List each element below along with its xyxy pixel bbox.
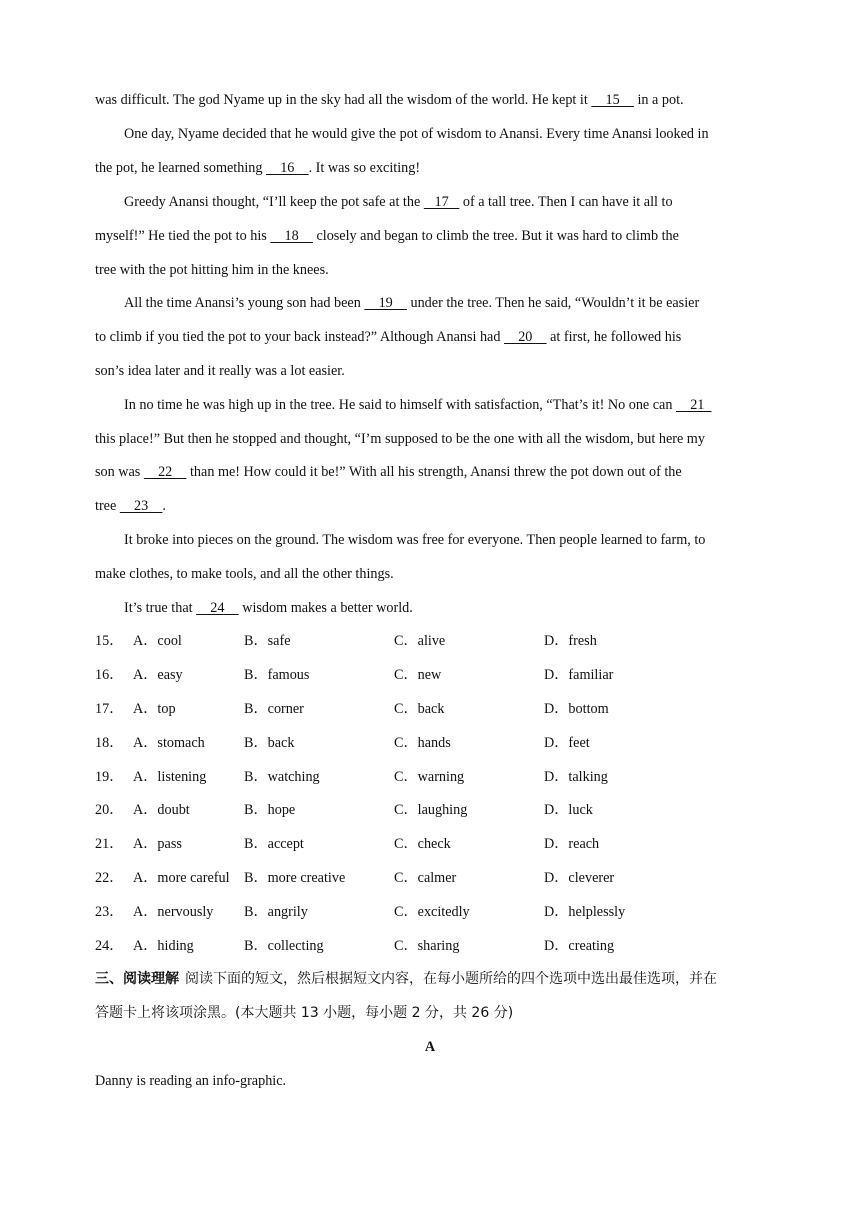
text: It broke into pieces on the ground. The wisdom was free for everyone. Then people learned to farm, to xyxy=(124,532,706,548)
text: tree with the pot hitting him in the knees. xyxy=(95,262,329,278)
text: wisdom makes a better world. xyxy=(238,600,413,616)
option-c[interactable]: C．new xyxy=(394,667,442,683)
option-a[interactable]: A．doubt xyxy=(133,802,190,818)
option-c[interactable]: C．warning xyxy=(394,769,465,785)
option-d[interactable]: D．creating xyxy=(544,938,615,954)
question-16-options xyxy=(95,666,775,684)
option-d[interactable]: D．feet xyxy=(544,735,590,751)
option-b[interactable]: B．hope xyxy=(244,802,296,818)
option-d[interactable]: D．helplessly xyxy=(544,904,626,920)
option-d[interactable]: D．familiar xyxy=(544,667,614,683)
question-number: 22． xyxy=(95,870,124,886)
option-a[interactable]: A．nervously xyxy=(133,904,214,920)
section-3-instruction-line-2 xyxy=(95,1004,775,1022)
option-a[interactable]: A．top xyxy=(133,701,176,717)
option-b[interactable]: B．safe xyxy=(244,633,291,649)
passage-line-3 xyxy=(95,159,775,177)
blank-17: 17 xyxy=(423,194,460,210)
text: under the tree. Then he said, “Wouldn’t it be easier xyxy=(406,295,700,311)
option-c[interactable]: C．check xyxy=(394,836,451,852)
option-b[interactable]: B．famous xyxy=(244,667,310,683)
option-d[interactable]: D．fresh xyxy=(544,633,597,649)
blank-18: 18 xyxy=(270,228,313,244)
passage-line-8 xyxy=(95,328,775,346)
option-b[interactable]: B．more creative xyxy=(244,870,346,886)
blank-15: 15 xyxy=(591,92,634,108)
question-number: 18． xyxy=(95,735,124,751)
option-c[interactable]: C．alive xyxy=(394,633,446,649)
option-a[interactable]: A．pass xyxy=(133,836,182,852)
question-20-options xyxy=(95,801,775,819)
option-a[interactable]: A．hiding xyxy=(133,938,194,954)
text: this place!” But then he stopped and thought, “I’m supposed to be the one with all the wisdom, but here my xyxy=(95,431,705,447)
question-22-options xyxy=(95,869,775,887)
question-number: 21． xyxy=(95,836,124,852)
blank-24: 24 xyxy=(196,600,239,616)
passage-line-7 xyxy=(124,294,804,312)
option-b[interactable]: B．collecting xyxy=(244,938,324,954)
section-3-heading-line xyxy=(95,970,775,988)
question-number: 23． xyxy=(95,904,124,920)
passage-line-6 xyxy=(95,261,775,279)
option-a[interactable]: A．cool xyxy=(133,633,182,649)
blank-21: 21 xyxy=(676,397,712,413)
option-c[interactable]: C．back xyxy=(394,701,445,717)
option-c[interactable]: C．laughing xyxy=(394,802,468,818)
text: Danny is reading an info-graphic. xyxy=(95,1073,287,1089)
passage-line-4 xyxy=(124,193,804,211)
passage-line-12 xyxy=(95,463,775,481)
question-17-options xyxy=(95,700,775,718)
option-b[interactable]: B．angrily xyxy=(244,904,308,920)
question-number: 15． xyxy=(95,633,124,649)
option-d[interactable]: D．bottom xyxy=(544,701,609,717)
question-21-options xyxy=(95,835,775,853)
text: Greedy Anansi thought, “I’ll keep the pot safe at the xyxy=(124,194,424,210)
option-b[interactable]: B．accept xyxy=(244,836,304,852)
text: myself!” He tied the pot to his xyxy=(95,228,271,244)
text: tree xyxy=(95,498,120,514)
text: It’s true that xyxy=(124,600,197,616)
passage-line-14 xyxy=(124,531,804,549)
passage-line-16 xyxy=(124,599,804,617)
option-d[interactable]: D．reach xyxy=(544,836,600,852)
passage-a-intro xyxy=(95,1072,775,1090)
option-b[interactable]: B．corner xyxy=(244,701,304,717)
question-19-options xyxy=(95,768,775,786)
text: son’s idea later and it really was a lot easier. xyxy=(95,363,345,379)
question-24-options xyxy=(95,937,775,955)
passage-line-1 xyxy=(95,91,775,109)
option-b[interactable]: B．watching xyxy=(244,769,320,785)
section-instruction: 阅读下面的短文，然后根据短文内容，在每小题所给的四个选项中选出最佳选项，并在 xyxy=(185,971,717,987)
option-c[interactable]: C．sharing xyxy=(394,938,460,954)
blank-19: 19 xyxy=(364,295,407,311)
question-number: 17． xyxy=(95,701,124,717)
option-c[interactable]: C．hands xyxy=(394,735,451,751)
blank-20: 20 xyxy=(504,329,547,345)
question-number: 16． xyxy=(95,667,124,683)
text: closely and began to climb the tree. But it was hard to climb the xyxy=(312,228,679,244)
passage-line-5 xyxy=(95,227,775,245)
text: 答题卡上将该项涂黑。(本大题共 13 小题，每小题 2 分，共 26 分) xyxy=(95,1005,514,1021)
option-d[interactable]: D．talking xyxy=(544,769,608,785)
question-23-options xyxy=(95,903,775,921)
passage-line-2 xyxy=(124,125,804,143)
option-d[interactable]: D．luck xyxy=(544,802,593,818)
text: son was xyxy=(95,464,144,480)
section-title: 三、阅读理解 xyxy=(95,971,179,987)
option-a[interactable]: A．more careful xyxy=(133,870,230,886)
text: was difficult. The god Nyame up in the sky had all the wisdom of the world. He kept it xyxy=(95,92,592,108)
text: . xyxy=(162,498,166,514)
passage-label-a: A xyxy=(424,1039,436,1055)
question-number: 20． xyxy=(95,802,124,818)
option-c[interactable]: C．excitedly xyxy=(394,904,470,920)
text: . It was so exciting! xyxy=(308,160,421,176)
text: In no time he was high up in the tree. He said to himself with satisfaction, “That’s it! No one can xyxy=(124,397,676,413)
passage-line-15 xyxy=(95,565,775,583)
text: at first, he followed his xyxy=(546,329,682,345)
text: of a tall tree. Then I can have it all to xyxy=(459,194,673,210)
text: make clothes, to make tools, and all the other things. xyxy=(95,566,394,582)
text: One day, Nyame decided that he would give the pot of wisdom to Anansi. Every time Anansi looked in xyxy=(124,126,709,142)
text: in a pot. xyxy=(633,92,684,108)
blank-22: 22 xyxy=(143,464,187,480)
text: to climb if you tied the pot to your back instead?” Although Anansi had xyxy=(95,329,504,345)
question-18-options xyxy=(95,734,775,752)
question-number: 19． xyxy=(95,769,124,785)
passage-line-11 xyxy=(95,430,775,448)
question-number: 24． xyxy=(95,938,124,954)
option-b[interactable]: B．back xyxy=(244,735,295,751)
question-15-options xyxy=(95,632,775,650)
option-a[interactable]: A．stomach xyxy=(133,735,205,751)
option-a[interactable]: A．easy xyxy=(133,667,183,683)
option-c[interactable]: C．calmer xyxy=(394,870,457,886)
passage-line-9 xyxy=(95,362,775,380)
blank-23: 23 xyxy=(119,498,163,514)
text: All the time Anansi’s young son had been xyxy=(124,295,365,311)
blank-16: 16 xyxy=(266,160,309,176)
text: than me! How could it be!” With all his strength, Anansi threw the pot down out of the xyxy=(186,464,682,480)
passage-line-13 xyxy=(95,497,775,515)
option-d[interactable]: D．cleverer xyxy=(544,870,615,886)
passage-line-10 xyxy=(124,396,804,414)
text: the pot, he learned something xyxy=(95,160,266,176)
option-a[interactable]: A．listening xyxy=(133,769,207,785)
